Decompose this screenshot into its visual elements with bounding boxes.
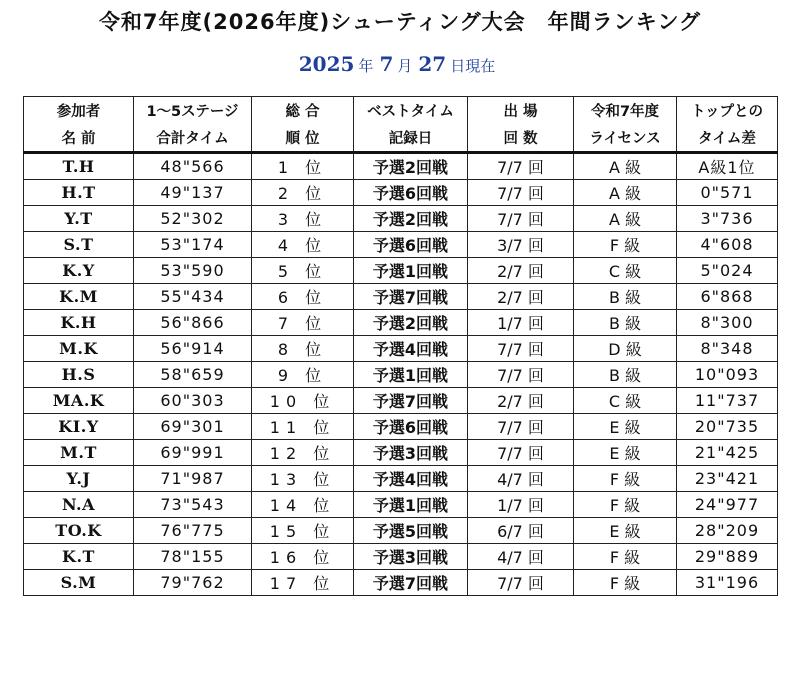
- overall-rank-text: 11 位: [269, 418, 336, 437]
- time-diff: 10"093: [677, 362, 778, 388]
- header-diff: トップとの: [677, 97, 778, 125]
- license-class: F 級: [574, 570, 677, 596]
- participant-name: K.H: [24, 310, 134, 336]
- overall-rank: [252, 232, 354, 258]
- license-class: E 級: [574, 414, 677, 440]
- entry-count: 7/7 回: [468, 414, 574, 440]
- overall-rank-text: 16 位: [269, 548, 336, 567]
- time-diff: 4"608: [677, 232, 778, 258]
- participant-name: MA.K: [24, 388, 134, 414]
- best-time-round: 予選6回戦: [354, 232, 468, 258]
- overall-rank: [252, 284, 354, 310]
- header-row-2: [24, 124, 778, 153]
- time-diff: 24"977: [677, 492, 778, 518]
- overall-rank-text: 14 位: [269, 496, 336, 515]
- best-time-round: 予選4回戦: [354, 466, 468, 492]
- total-time: 69"301: [134, 414, 252, 440]
- entry-count: 1/7 回: [468, 310, 574, 336]
- overall-rank: [252, 153, 354, 180]
- overall-rank: [252, 310, 354, 336]
- ranking-table: [23, 96, 778, 596]
- total-time: 79"762: [134, 570, 252, 596]
- best-time-round: 予選5回戦: [354, 518, 468, 544]
- table-row: [24, 570, 778, 596]
- entry-count: 7/7 回: [468, 440, 574, 466]
- license-class: E 級: [574, 440, 677, 466]
- table-row: [24, 232, 778, 258]
- overall-rank: [252, 414, 354, 440]
- total-time: 69"991: [134, 440, 252, 466]
- best-time-round: 予選4回戦: [354, 336, 468, 362]
- best-time-round: 予選7回戦: [354, 570, 468, 596]
- total-time: 52"302: [134, 206, 252, 232]
- entry-count: 2/7 回: [468, 284, 574, 310]
- as-of-day: 27: [418, 52, 447, 76]
- license-class: B 級: [574, 310, 677, 336]
- overall-rank: [252, 206, 354, 232]
- table-row: [24, 414, 778, 440]
- table-row: [24, 336, 778, 362]
- as-of-date: [0, 52, 800, 76]
- table-row: [24, 180, 778, 206]
- table-row: [24, 284, 778, 310]
- header-license: 令和7年度: [574, 97, 677, 125]
- entry-count: 3/7 回: [468, 232, 574, 258]
- participant-name: M.K: [24, 336, 134, 362]
- participant-name: TO.K: [24, 518, 134, 544]
- overall-rank-text: 12 位: [269, 444, 336, 463]
- participant-name: S.T: [24, 232, 134, 258]
- as-of-year: 2025: [298, 52, 355, 76]
- as-of-day-unit: 日現在: [450, 57, 496, 75]
- time-diff: 11"737: [677, 388, 778, 414]
- overall-rank-text: 5 位: [277, 262, 328, 281]
- time-diff: 8"300: [677, 310, 778, 336]
- time-diff: 6"868: [677, 284, 778, 310]
- time-diff: 5"024: [677, 258, 778, 284]
- table-row: [24, 492, 778, 518]
- overall-rank-text: 6 位: [277, 288, 328, 307]
- entry-count: 2/7 回: [468, 388, 574, 414]
- total-time: 56"914: [134, 336, 252, 362]
- overall-rank-text: 10 位: [269, 392, 336, 411]
- table-row: [24, 258, 778, 284]
- total-time: 49"137: [134, 180, 252, 206]
- overall-rank: [252, 388, 354, 414]
- entry-count: 7/7 回: [468, 336, 574, 362]
- time-diff: 3"736: [677, 206, 778, 232]
- license-class: A 級: [574, 180, 677, 206]
- best-time-round: 予選1回戦: [354, 362, 468, 388]
- participant-name: M.T: [24, 440, 134, 466]
- license-class: A 級: [574, 153, 677, 180]
- participant-name: H.T: [24, 180, 134, 206]
- participant-name: N.A: [24, 492, 134, 518]
- entry-count: 6/7 回: [468, 518, 574, 544]
- total-time: 55"434: [134, 284, 252, 310]
- time-diff: 31"196: [677, 570, 778, 596]
- total-time: 78"155: [134, 544, 252, 570]
- ranking-body: [24, 153, 778, 596]
- participant-name: K.T: [24, 544, 134, 570]
- total-time: 53"590: [134, 258, 252, 284]
- overall-rank-text: 13 位: [269, 470, 336, 489]
- header-best-time: ベストタイム: [354, 97, 468, 125]
- license-class: A 級: [574, 206, 677, 232]
- participant-name: Y.J: [24, 466, 134, 492]
- best-time-round: 予選6回戦: [354, 414, 468, 440]
- total-time: 71"987: [134, 466, 252, 492]
- overall-rank: [252, 570, 354, 596]
- overall-rank-text: 1 位: [277, 158, 328, 177]
- header-entries: 出 場: [468, 97, 574, 125]
- overall-rank-text: 9 位: [277, 366, 328, 385]
- overall-rank: [252, 466, 354, 492]
- overall-rank-text: 7 位: [277, 314, 328, 333]
- header-overall-rank-sub: 順 位: [252, 124, 354, 153]
- time-diff: 28"209: [677, 518, 778, 544]
- best-time-round: 予選2回戦: [354, 153, 468, 180]
- as-of-month: 7: [379, 52, 394, 76]
- entry-count: 7/7 回: [468, 153, 574, 180]
- best-time-round: 予選3回戦: [354, 544, 468, 570]
- time-diff: 29"889: [677, 544, 778, 570]
- participant-name: T.H: [24, 153, 134, 180]
- overall-rank: [252, 336, 354, 362]
- overall-rank: [252, 258, 354, 284]
- participant-name: S.M: [24, 570, 134, 596]
- overall-rank-text: 17 位: [269, 574, 336, 593]
- table-row: [24, 440, 778, 466]
- table-row: [24, 206, 778, 232]
- entry-count: 7/7 回: [468, 206, 574, 232]
- time-diff: 21"425: [677, 440, 778, 466]
- time-diff: 8"348: [677, 336, 778, 362]
- time-diff: 0"571: [677, 180, 778, 206]
- header-total-time-sub: 合計タイム: [134, 124, 252, 153]
- entry-count: 7/7 回: [468, 362, 574, 388]
- overall-rank: [252, 180, 354, 206]
- overall-rank-text: 3 位: [277, 210, 328, 229]
- total-time: 73"543: [134, 492, 252, 518]
- time-diff: 20"735: [677, 414, 778, 440]
- as-of-year-unit: 年: [358, 57, 374, 75]
- participant-name: K.M: [24, 284, 134, 310]
- total-time: 48"566: [134, 153, 252, 180]
- license-class: F 級: [574, 232, 677, 258]
- header-entries-sub: 回 数: [468, 124, 574, 153]
- overall-rank-text: 15 位: [269, 522, 336, 541]
- license-class: C 級: [574, 388, 677, 414]
- participant-name: KI.Y: [24, 414, 134, 440]
- entry-count: 7/7 回: [468, 180, 574, 206]
- license-class: D 級: [574, 336, 677, 362]
- total-time: 56"866: [134, 310, 252, 336]
- total-time: 53"174: [134, 232, 252, 258]
- header-row-1: [24, 97, 778, 125]
- license-class: B 級: [574, 362, 677, 388]
- header-best-time-sub: 記録日: [354, 124, 468, 153]
- license-class: E 級: [574, 518, 677, 544]
- overall-rank-text: 8 位: [277, 340, 328, 359]
- best-time-round: 予選7回戦: [354, 388, 468, 414]
- table-row: [24, 362, 778, 388]
- total-time: 76"775: [134, 518, 252, 544]
- entry-count: 4/7 回: [468, 544, 574, 570]
- entry-count: 4/7 回: [468, 466, 574, 492]
- header-diff-sub: タイム差: [677, 124, 778, 153]
- time-diff: A級1位: [677, 153, 778, 180]
- overall-rank: [252, 518, 354, 544]
- participant-name: H.S: [24, 362, 134, 388]
- license-class: F 級: [574, 544, 677, 570]
- header-total-time: 1～5ステージ: [134, 97, 252, 125]
- best-time-round: 予選3回戦: [354, 440, 468, 466]
- time-diff: 23"421: [677, 466, 778, 492]
- license-class: B 級: [574, 284, 677, 310]
- license-class: F 級: [574, 466, 677, 492]
- overall-rank: [252, 440, 354, 466]
- table-row: [24, 153, 778, 180]
- best-time-round: 予選1回戦: [354, 492, 468, 518]
- table-row: [24, 518, 778, 544]
- header-overall-rank: 総 合: [252, 97, 354, 125]
- page-title: 令和7年度(2026年度)シューティング大会 年間ランキング: [98, 10, 702, 34]
- overall-rank: [252, 544, 354, 570]
- total-time: 60"303: [134, 388, 252, 414]
- overall-rank-text: 2 位: [277, 184, 328, 203]
- overall-rank: [252, 492, 354, 518]
- entry-count: 1/7 回: [468, 492, 574, 518]
- best-time-round: 予選7回戦: [354, 284, 468, 310]
- as-of-month-unit: 月: [397, 57, 413, 75]
- table-row: [24, 310, 778, 336]
- best-time-round: 予選2回戦: [354, 310, 468, 336]
- best-time-round: 予選1回戦: [354, 258, 468, 284]
- total-time: 58"659: [134, 362, 252, 388]
- header-name: 参加者: [24, 97, 134, 125]
- overall-rank: [252, 362, 354, 388]
- participant-name: Y.T: [24, 206, 134, 232]
- participant-name: K.Y: [24, 258, 134, 284]
- license-class: F 級: [574, 492, 677, 518]
- overall-rank-text: 4 位: [277, 236, 328, 255]
- header-license-sub: ライセンス: [574, 124, 677, 153]
- table-row: [24, 466, 778, 492]
- best-time-round: 予選6回戦: [354, 180, 468, 206]
- license-class: C 級: [574, 258, 677, 284]
- best-time-round: 予選2回戦: [354, 206, 468, 232]
- table-row: [24, 388, 778, 414]
- table-row: [24, 544, 778, 570]
- header-name-sub: 名 前: [24, 124, 134, 153]
- entry-count: 2/7 回: [468, 258, 574, 284]
- entry-count: 7/7 回: [468, 570, 574, 596]
